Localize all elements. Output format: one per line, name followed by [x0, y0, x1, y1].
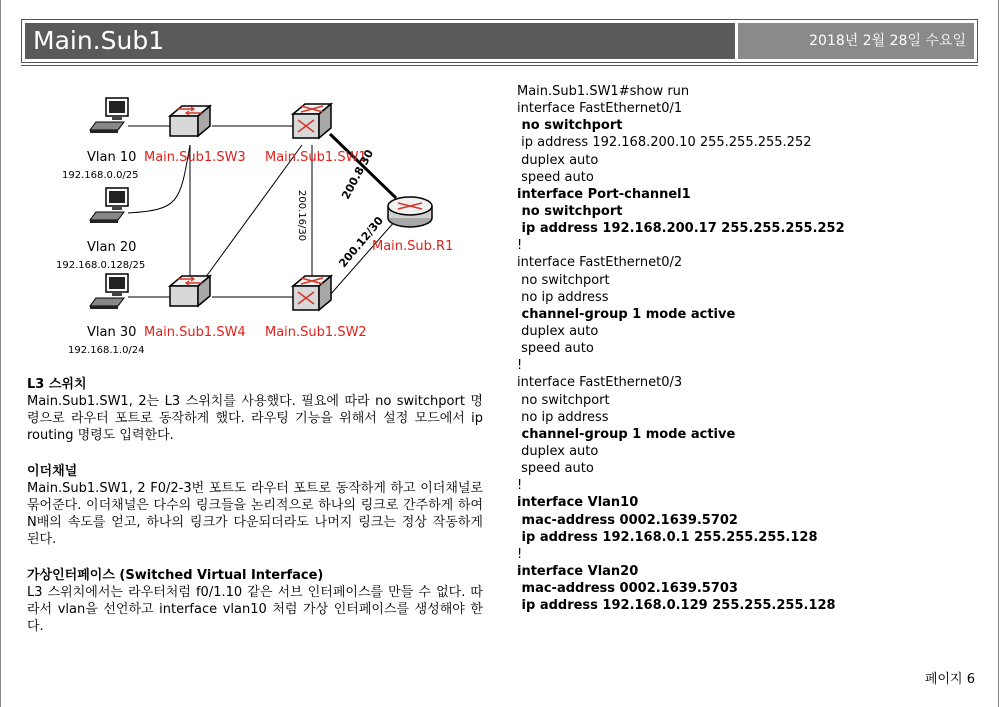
config-line: no switchport	[517, 392, 610, 408]
section-heading: L3 스위치	[27, 377, 87, 392]
config-line: interface FastEthernet0/1	[517, 101, 683, 117]
link-sw1-r1-label: 200.8/30	[339, 147, 377, 202]
config-line: !	[517, 358, 523, 374]
config-line: mac-address 0002.1639.5703	[517, 581, 738, 597]
switch-sw3-icon	[170, 106, 210, 136]
config-line: Main.Sub1.SW1#show run	[517, 84, 690, 99]
vlan20-subnet: 192.168.0.128/25	[56, 260, 146, 271]
sw4-label: Main.Sub1.SW4	[144, 325, 246, 340]
section-l3-switch	[27, 376, 483, 444]
config-line: ip address 192.168.200.10 255.255.255.252	[517, 135, 812, 151]
l3-switch-sw2-icon	[293, 276, 331, 310]
config-line: !	[517, 238, 523, 254]
config-line: ip address 192.168.200.17 255.255.255.252	[517, 221, 845, 237]
config-line: interface Port-channel1	[517, 186, 691, 202]
section-heading: 가상인터페이스 (Switched Virtual Interface)	[27, 568, 324, 583]
config-line: no ip address	[517, 409, 609, 425]
page-border-right	[998, 0, 999, 707]
config-line: ip address 192.168.0.1 255.255.255.128	[517, 529, 818, 545]
config-line: duplex auto	[517, 152, 599, 168]
config-line: speed auto	[517, 341, 594, 357]
vlan20-label: Vlan 20	[87, 240, 137, 255]
config-line: mac-address 0002.1639.5702	[517, 512, 738, 528]
config-line: channel-group 1 mode active	[517, 426, 736, 442]
config-line: channel-group 1 mode active	[517, 306, 736, 322]
section-etherchannel	[27, 463, 483, 548]
header-date: 2018년 2월 28일 수요일	[738, 23, 974, 59]
config-line: duplex auto	[517, 323, 599, 339]
config-line: interface FastEthernet0/3	[517, 375, 683, 391]
config-line: ip address 192.168.0.129 255.255.255.128	[517, 598, 836, 614]
vlan30-subnet: 192.168.1.0/24	[68, 345, 145, 356]
config-line: interface FastEthernet0/2	[517, 255, 683, 271]
section-heading: 이더채널	[27, 464, 78, 479]
router-r1-icon	[388, 197, 432, 227]
config-line: no ip address	[517, 289, 609, 305]
page-border-left	[0, 0, 1, 707]
sw1-label: Main.Sub1.SW1	[265, 150, 367, 165]
config-line: !	[517, 546, 523, 562]
link-sw2-r1-label: 200.12/30	[336, 214, 387, 270]
explanation-column	[27, 376, 483, 635]
l3-switch-sw1-icon	[293, 104, 331, 138]
page-title: Main.Sub1	[25, 23, 735, 59]
pc-vlan30-icon	[90, 274, 128, 309]
config-line: speed auto	[517, 461, 594, 477]
config-line: no switchport	[517, 118, 623, 134]
vlan30-label: Vlan 30	[87, 325, 137, 340]
config-line: interface Vlan10	[517, 495, 639, 511]
pc-vlan20-icon	[90, 188, 128, 223]
router-label: Main.Sub.R1	[372, 239, 454, 254]
running-config	[517, 83, 987, 614]
header-divider	[21, 65, 978, 66]
link-sw4-sw1	[200, 145, 302, 285]
vlan10-subnet: 192.168.0.0/25	[62, 170, 139, 181]
section-body: Main.Sub1.SW1, 2는 L3 스위치를 사용했다. 필요에 따라 no switchport 명령으로 라우터 포트로 동작하게 했다. 라우팅 기능을 위해서 설정 모드에서 ip routing 명령도 입력한다.	[27, 394, 483, 443]
section-body: L3 스위치에서는 라우터처럼 f0/1.10 같은 서브 인터페이스를 만들 수 없다. 따라서 vlan을 선언하고 interface vlan10 처럼 가상 인터페이스를 생성해야 한다.	[27, 585, 483, 634]
config-line: no switchport	[517, 203, 623, 219]
page-number: 페이지 6	[924, 672, 975, 687]
section-body: Main.Sub1.SW1, 2 F0/2-3번 포트도 라우터 포트로 동작하게 하고 이더채널로 묶어준다. 이더채널은 다수의 링크들을 논리적으로 하나의 링크로 간주하게 하여 N배의 속도를 얻고, 하나의 링크가 다운되더라도 나머지 링크는 정상 작동하게 된다.	[27, 481, 483, 547]
config-line: speed auto	[517, 169, 594, 185]
config-line: duplex auto	[517, 443, 599, 459]
sw3-label: Main.Sub1.SW3	[144, 150, 246, 165]
config-line: interface Vlan20	[517, 563, 639, 579]
pc-vlan10-icon	[90, 98, 128, 133]
network-diagram	[40, 90, 490, 360]
config-line: !	[517, 478, 523, 494]
config-line: no switchport	[517, 272, 610, 288]
switch-sw4-icon	[170, 276, 210, 306]
vlan10-label: Vlan 10	[87, 150, 137, 165]
section-svi	[27, 567, 483, 635]
link-sw1-sw2-label: 200.16/30	[296, 190, 307, 242]
sw2-label: Main.Sub1.SW2	[265, 325, 367, 340]
